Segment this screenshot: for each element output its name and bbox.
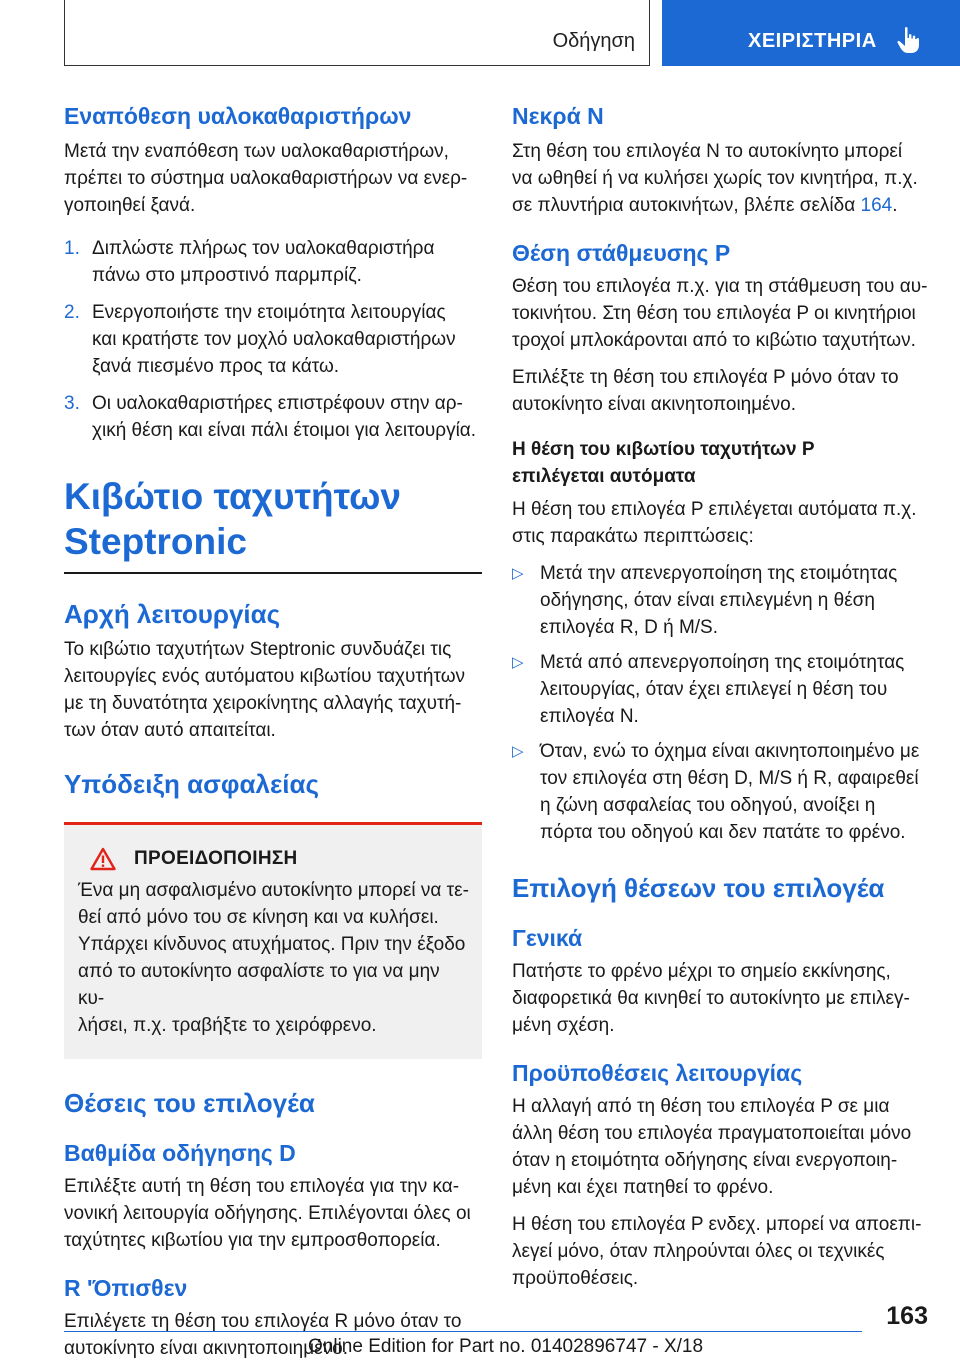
wiper-steps-list xyxy=(64,235,482,444)
step-line: Οι υαλοκαθαριστήρες επιστρέφουν στην αρ- xyxy=(92,393,463,414)
principle-line: Το κιβώτιο ταχυτήτων Steptronic συνδυάζει τις xyxy=(64,638,452,660)
bullet-triangle-icon: ▷ xyxy=(512,565,524,582)
wiper-text-line-3: γοποιηθεί ξανά. xyxy=(64,195,196,216)
wiper-deposit-heading: Εναπόθεση υαλοκαθαριστήρων xyxy=(64,103,412,129)
bullet-line: επιλογέα R, D ή M/S. xyxy=(540,617,718,638)
warning-label: ΠΡΟΕΙΔΟΠΟΙΗΣΗ xyxy=(134,847,298,869)
bullet-line: οδήγησης, όταν είναι επιλεγμένη η θέση xyxy=(540,590,875,611)
bullet-line: Μετά από απενεργοποίηση της ετοιμότητας xyxy=(540,652,905,673)
bullet-line: Όταν, ενώ το όχημα είναι ακινητοποιημένο με xyxy=(540,741,920,762)
hand-pointer-icon xyxy=(896,26,922,54)
auto-park-line: στις παρακάτω περιπτώσεις: xyxy=(512,526,754,547)
step-number: 3. xyxy=(64,393,80,414)
prerequisites-heading: Προϋποθέσεις λειτουργίας xyxy=(512,1060,803,1086)
wiper-text-line-1: Μετά την εναπόθεση των υαλοκαθαριστήρων, xyxy=(64,141,449,162)
header-section-box xyxy=(64,0,650,66)
bullet-line: τον επιλογέα στη θέση D, M/S ή R, αφαιρεθεί xyxy=(540,768,919,789)
prereq-line: λεγεί μόνο, όταν πληρούνται όλες οι τεχνικές xyxy=(512,1241,885,1262)
reverse-heading: R 'Όπισθεν xyxy=(64,1274,188,1301)
neutral-line-text: σε πλυντήρια αυτοκινήτων, βλέπε σελίδα xyxy=(512,195,861,216)
prereq-line: προϋποθέσεις. xyxy=(512,1268,639,1289)
wiper-text-line-2: πρέπει το σύστημα υαλοκαθαριστήρων να ενερ- xyxy=(64,168,468,189)
step-line: ξανά πιεσμένο προς τα κάτω. xyxy=(92,356,340,377)
bullet-line: επιλογέα N. xyxy=(540,706,639,727)
auto-park-line: Η θέση του επιλογέα P επιλέγεται αυτόματα π.χ. xyxy=(512,499,917,520)
bullet-line: λειτουργίας, όταν έχει επιλεγεί η θέση του xyxy=(540,679,888,700)
bullet-triangle-icon: ▷ xyxy=(512,654,524,671)
prereq-line: Η αλλαγή από τη θέση του επιλογέα P σε μια xyxy=(512,1096,890,1117)
warning-box xyxy=(64,822,482,1059)
general-line: διαφορετικά θα κινηθεί το αυτοκίνητο με επιλεγ- xyxy=(512,988,910,1009)
neutral-line-end: . xyxy=(892,195,898,216)
drive-line: ταχύτητες κιβωτίου για την εμπροσθοπορεία. xyxy=(64,1229,441,1251)
auto-park-bullets xyxy=(512,560,930,846)
warning-line: από το αυτοκίνητο ασφαλίστε το για να μην κυ- xyxy=(78,960,440,1009)
section-title: Οδήγηση xyxy=(552,30,635,52)
chapter-tab[interactable] xyxy=(662,0,960,66)
principle-line: λειτουργίες ενός αυτόματου κιβωτίου ταχυτήτων xyxy=(64,665,466,687)
park-line: τροχοί μπλοκάρονται από το κιβώτιο ταχυτήτων. xyxy=(512,330,916,351)
page-reference-link[interactable]: 164 xyxy=(860,195,893,216)
general-line: Πατήστε το φρένο μέχρι το σημείο εκκίνησης, xyxy=(512,961,891,982)
drive-line: Επιλέξτε αυτή τη θέση του επιλογέα για την κα- xyxy=(64,1175,460,1197)
bullet-triangle-icon: ▷ xyxy=(512,743,524,760)
list-item xyxy=(512,738,930,846)
neutral-line xyxy=(512,192,930,219)
park-line: αυτοκίνητο είναι ακινητοποιημένο. xyxy=(512,394,796,415)
park-heading: Θέση στάθμευσης P xyxy=(512,240,731,266)
list-item xyxy=(64,235,482,289)
step-line: Ενεργοποιήστε την ετοιμότητα λειτουργίας xyxy=(92,302,446,323)
footer-divider xyxy=(64,1331,862,1332)
step-number: 1. xyxy=(64,238,80,259)
warning-line: Ένα μη ασφαλισμένο αυτοκίνητο μπορεί να τε- xyxy=(78,879,469,901)
list-item xyxy=(512,649,930,730)
safety-heading: Υπόδειξη ασφαλείας xyxy=(64,768,320,799)
principle-heading: Αρχή λειτουργίας xyxy=(64,598,281,629)
warning-line: Υπάρχει κίνδυνος ατυχήματος. Πριν την έξοδο xyxy=(78,933,466,955)
auto-park-heading-line: επιλέγεται αυτόματα xyxy=(512,466,696,487)
reverse-line: αυτοκίνητο είναι ακινητοποιημένο. xyxy=(64,1337,348,1359)
list-item xyxy=(512,560,930,641)
chapter-title-line-1: Κιβώτιο ταχυτήτων xyxy=(64,476,401,517)
neutral-heading: Νεκρά N xyxy=(512,103,604,129)
step-number: 2. xyxy=(64,302,80,323)
step-line: Διπλώστε πλήρως τον υαλοκαθαριστήρα xyxy=(92,238,435,259)
prereq-line: άλλη θέση του επιλογέα πραγματοποιείται μόνο xyxy=(512,1123,912,1144)
neutral-line: να ωθηθεί ή να κυλήσει χωρίς τον κινητήρα, π.χ. xyxy=(512,168,918,189)
reverse-line: Επιλέγετε τη θέση του επιλογέα R μόνο όταν το xyxy=(64,1310,462,1332)
neutral-line: Στη θέση του επιλογέα N το αυτοκίνητο μπορεί xyxy=(512,141,903,162)
principle-line: των όταν αυτό απαιτείται. xyxy=(64,719,276,741)
chapter-title-line-2: Steptronic xyxy=(64,521,247,562)
drive-line: νονική λειτουργία οδήγησης. Επιλέγονται όλες οι xyxy=(64,1202,471,1224)
step-line: πάνω στο μπροστινό παρμπρίζ. xyxy=(92,265,362,286)
select-positions-heading: Επιλογή θέσεων του επιλογέα xyxy=(512,873,885,903)
bullet-line: η ζώνη ασφαλείας του οδηγού, ανοίξει η xyxy=(540,795,876,816)
park-line: Επιλέξτε τη θέση του επιλογέα P μόνο όταν το xyxy=(512,367,899,388)
positions-heading: Θέσεις του επιλογέα xyxy=(64,1087,315,1118)
step-line: χική θέση και είναι πάλι έτοιμοι για λειτουργία. xyxy=(92,420,477,441)
edition-text: Online Edition for Part no. 01402896747 - X/18 xyxy=(308,1336,704,1357)
warning-line: λήσει, π.χ. τραβήξτε το χειρόφρενο. xyxy=(78,1014,377,1036)
list-item xyxy=(64,299,482,380)
list-item xyxy=(64,390,482,444)
warning-triangle-icon xyxy=(90,847,116,871)
general-heading: Γενικά xyxy=(512,925,583,951)
bullet-line: Μετά την απενεργοποίηση της ετοιμότητας xyxy=(540,563,898,584)
warning-header xyxy=(78,847,470,871)
park-line: τοκινήτου. Στη θέση του επιλογέα P οι κινητήριοι xyxy=(512,303,916,324)
chapter-tab-label: ΧΕΙΡΙΣΤΗΡΙΑ xyxy=(748,30,877,52)
principle-line: με τη δυνατότητα χειροκίνητης αλλαγής ταχυτή- xyxy=(64,692,462,714)
left-column xyxy=(64,100,482,1362)
warning-line: θεί από μόνο του σε κίνηση και να κυλήσει. xyxy=(78,906,439,928)
chapter-divider xyxy=(64,572,482,574)
prereq-line: μένη και έχει πατηθεί το φρένο. xyxy=(512,1177,774,1198)
auto-park-heading-line: Η θέση του κιβωτίου ταχυτήτων P xyxy=(512,439,815,460)
general-line: μένη σχέση. xyxy=(512,1015,615,1036)
right-column xyxy=(512,100,930,1292)
step-line: και κρατήστε τον μοχλό υαλοκαθαριστήρων xyxy=(92,329,456,350)
prereq-line: Η θέση του επιλογέα P ενδεχ. μπορεί να αποεπι- xyxy=(512,1214,922,1235)
park-line: Θέση του επιλογέα π.χ. για τη στάθμευση του αυ- xyxy=(512,276,928,297)
drive-heading: Βαθμίδα οδήγησης D xyxy=(64,1139,296,1166)
page-number: 163 xyxy=(886,1302,928,1330)
bullet-line: πόρτα του οδηγού και δεν πατάτε το φρένο. xyxy=(540,822,906,843)
prereq-line: όταν η ετοιμότητα οδήγησης είναι ενεργοποιη- xyxy=(512,1150,898,1171)
